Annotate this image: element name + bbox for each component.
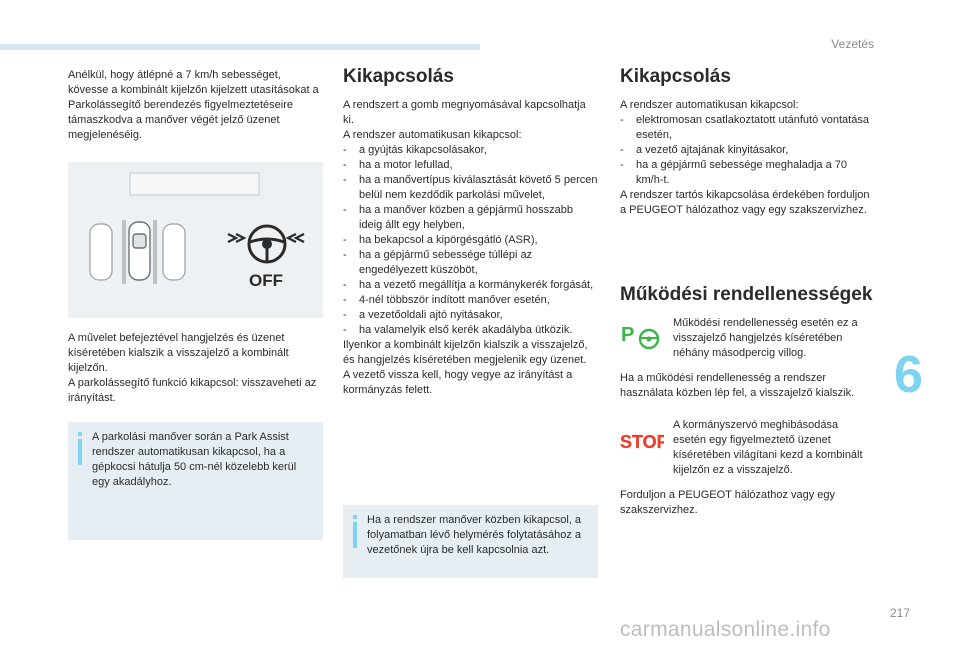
right-list <box>620 113 875 188</box>
park-assist-illustration <box>68 162 323 318</box>
steering-wheel-icon <box>228 226 304 262</box>
left-after-1: A művelet befejeztével hangjelzés és üzenet kíséretében kialszik a visszajelző a kombinált kijelzőn. <box>68 332 289 374</box>
list-item: - a gyújtás kikapcsolásakor, <box>343 143 598 158</box>
stop-label: STOP <box>620 432 664 451</box>
list-item: - a vezetőoldali ajtó nyitásakor, <box>343 308 598 323</box>
chapter-title: Vezetés <box>831 37 874 51</box>
left-intro-text: Anélkül, hogy átlépné a 7 km/h sebességet, kövesse a kombinált kijelzőn kijelzett utasításokat a Parkolássegítő berendezés figyelmeztetéseire támaszkodva a manőver végét jelző üzenet megjelenéséig. <box>68 69 319 141</box>
list-item: - ha bekapcsol a kipörgésgátló (ASR), <box>343 233 598 248</box>
list-item: - ha a vezető megállítja a kormánykerék forgását, <box>343 278 598 293</box>
middle-p4: A vezető vissza kell, hogy vegye az irányítást a kormányzás felett. <box>343 369 573 396</box>
left-after-2: A parkolássegítő funkció kikapcsol: visszaveheti az irányítást. <box>68 377 317 404</box>
right-p4: Forduljon a PEUGEOT hálózathoz vagy egy szakszervizhez. <box>620 489 836 516</box>
list-item: - ha a motor lefullad, <box>343 158 598 173</box>
display-screen-icon <box>130 173 259 195</box>
right-p3: Ha a működési rendellenesség a rendszer használata közben lép fel, a visszajelző kialszik. <box>620 372 855 399</box>
park-assist-off-illustration <box>68 162 323 318</box>
middle-list <box>343 143 598 338</box>
page-number: 217 <box>889 606 910 620</box>
maneuvering-car-icon <box>129 222 150 280</box>
chapter-side-number: 6 <box>894 346 923 404</box>
middle-section <box>343 66 598 398</box>
fault2-text: A kormányszervó meghibásodása esetén egy figyelmeztető üzenet kíséretében világítani kezd a kombinált kijelzőn ez a visszajelző. <box>673 419 863 476</box>
left-intro <box>68 68 323 143</box>
list-item: - ha a gépjármű sebessége túllépi az engedélyezett küszöböt, <box>343 248 598 278</box>
left-note <box>68 422 323 540</box>
list-item: - ha a manővertípus kiválasztását követő 5 percen belül nem kezdődik parkolási művelet, <box>343 173 598 203</box>
list-item: - ha a gépjármű sebessége meghaladja a 70 km/h-t. <box>620 158 875 188</box>
list-item: - 4-nél többször indított manőver esetén, <box>343 293 598 308</box>
list-item: - ha valamelyik első kerék akadályba ütközik. <box>343 323 598 338</box>
list-item: - elektromosan csatlakoztatott utánfutó vontatása esetén, <box>620 113 875 143</box>
middle-p1: A rendszert a gomb megnyomásával kapcsolhatja ki. <box>343 99 586 126</box>
right-p1: A rendszer automatikusan kikapcsol: <box>620 99 799 111</box>
stop-warning-icon <box>620 431 664 451</box>
list-item: - ha a manőver közben a gépjármű hosszabb ideig állt egy helyben, <box>343 203 598 233</box>
header-accent-bar <box>0 44 480 50</box>
right-title-1: Kikapcsolás <box>620 66 731 87</box>
left-note-text: A parkolási manőver során a Park Assist rendszer automatikusan kikapcsol, ha a gépkocsi hátulja 50 cm-nél közelebb kerül egy akadályhoz. <box>92 431 297 488</box>
right-p2: A rendszer tartós kikapcsolása érdekében forduljon a PEUGEOT hálózathoz vagy egy szakszervizhez. <box>620 189 870 216</box>
middle-p3: Ilyenkor a kombinált kijelzőn kialszik a visszajelző, és hangjelzés kíséretében megjelenik egy üzenet. <box>343 339 588 366</box>
watermark: carmanualsonline.info <box>620 618 831 641</box>
off-label: OFF <box>249 271 283 290</box>
right-title-2: Működési rendellenességek <box>620 284 873 305</box>
middle-title: Kikapcsolás <box>343 66 454 87</box>
middle-note-text: Ha a rendszer manőver közben kikapcsol, a folyamatban lévő helymérés folytatásához a vezetőnek újra be kell kapcsolnia azt. <box>367 514 582 556</box>
p-letter: P <box>621 324 635 346</box>
list-item: - a vezető ajtajának kinyitásakor, <box>620 143 875 158</box>
right-section <box>620 66 875 218</box>
left-after-text <box>68 331 323 406</box>
info-icon <box>78 432 82 466</box>
park-fault-icon <box>620 318 660 358</box>
fault1-text: Működési rendellenesség esetén ez a visszajelző hangjelzés kíséretében néhány másodpercig villog. <box>673 317 858 359</box>
info-icon <box>353 515 357 549</box>
middle-p2: A rendszer automatikusan kikapcsol: <box>343 129 522 141</box>
middle-note <box>343 505 598 578</box>
